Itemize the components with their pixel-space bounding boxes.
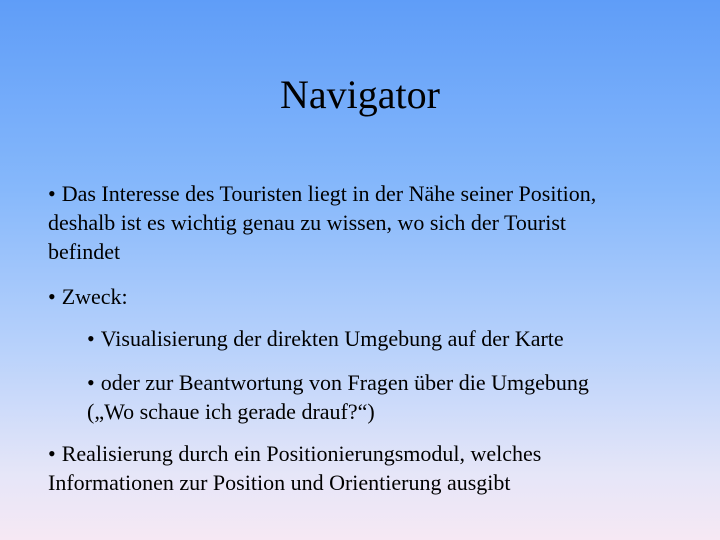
bullet-marker: • [48,284,56,309]
bullet-text-line: Informationen zur Position und Orientierung ausgibt [48,470,511,495]
bullet-marker: • [87,326,95,351]
bullet-realisierung [48,439,688,497]
bullet-text-line: („Wo schaue ich gerade drauf?“) [87,399,375,424]
bullet-zweck [48,282,688,311]
bullet-text-line: Das Interesse des Touristen liegt in der Nähe seiner Position, [61,181,597,206]
bullet-text-line: Realisierung durch ein Positionierungsmodul, welches [61,441,542,466]
bullet-text-line: Zweck: [61,284,128,309]
bullet-marker: • [48,441,56,466]
sub-bullet-fragen [87,368,697,426]
bullet-touristen-position [48,179,688,266]
bullet-marker: • [48,181,56,206]
bullet-text-line: deshalb ist es wichtig genau zu wissen, wo sich der Tourist [48,210,567,235]
bullet-text-line: oder zur Beantwortung von Fragen über die Umgebung [100,370,589,395]
slide-title: Navigator [280,72,440,117]
bullet-text-line: befindet [48,239,121,264]
bullet-text-line: Visualisierung der direkten Umgebung auf der Karte [100,326,564,351]
sub-bullet-visualisierung [87,324,697,353]
bullet-marker: • [87,370,95,395]
